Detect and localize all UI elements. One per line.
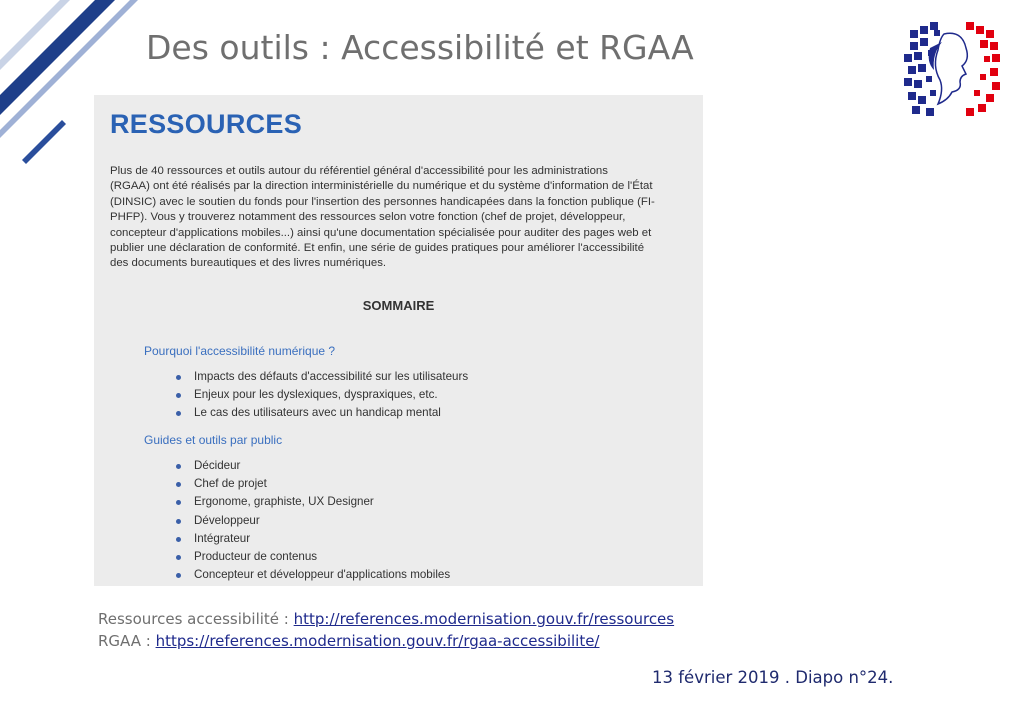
rgaa-link-line [98, 630, 674, 652]
resources-link-label: Ressources accessibilité : [98, 610, 294, 628]
list-item[interactable]: Le cas des utilisateurs avec un handicap mental [176, 404, 468, 422]
list-item[interactable]: Impacts des défauts d'accessibilité sur les utilisateurs [176, 368, 468, 386]
bullet-icon [176, 393, 181, 398]
rgaa-link[interactable]: https://references.modernisation.gouv.fr/rgaa-accessibilite/ [155, 632, 600, 650]
guides-by-audience-list [176, 457, 450, 584]
list-item[interactable]: Développeur [176, 512, 450, 530]
list-item[interactable]: Concepteur et développeur d'applications mobiles [176, 566, 450, 584]
resources-link-line [98, 608, 674, 630]
bullet-icon [176, 519, 181, 524]
list-item[interactable]: Enjeux pour les dyslexiques, dyspraxiques, etc. [176, 386, 468, 404]
bullet-icon [176, 482, 181, 487]
list-item[interactable]: Intégrateur [176, 530, 450, 548]
resources-heading: RESSOURCES [110, 109, 303, 139]
list-item[interactable]: Chef de projet [176, 475, 450, 493]
why-accessibility-list [176, 368, 468, 423]
marianne-logo-icon [904, 20, 1002, 118]
list-item[interactable]: Ergonome, graphiste, UX Designer [176, 493, 450, 511]
resources-intro-text: Plus de 40 ressources et outils autour du référentiel général d'accessibilité pour les administrations (RGAA) ont été réalisés par la direction interministérielle du numérique et du système d'information de l'État (DINSIC) avec le soutien du fonds pour l'insertion des personnes handicapées dans la fonction publique (FI- PHFP). Vous y trouverez notamment des ressources selon votre fonction (chef de projet, développeur, concepteur d'applications mobiles...) ainsi qu'une documentation spécialisée pour auditer des pages web et publier une déclaration de conformité. Et enfin, une série de guides pratiques pour améliorer l'accessibilité des documents bureautiques et des livres numériques. [110, 165, 655, 270]
section-title-guides-by-audience[interactable]: Guides et outils par public [144, 433, 283, 447]
summary-title: SOMMAIRE [362, 298, 435, 313]
resources-page-screenshot [94, 95, 703, 586]
slide-footer-date: 13 février 2019 . Diapo n°24. [652, 668, 894, 687]
list-item[interactable]: Producteur de contenus [176, 548, 450, 566]
list-item[interactable]: Décideur [176, 457, 450, 475]
bullet-icon [176, 464, 181, 469]
resources-link[interactable]: http://references.modernisation.gouv.fr/ressources [293, 610, 675, 628]
bullet-icon [176, 375, 181, 380]
bullet-icon [176, 573, 181, 578]
section-title-why-accessibility[interactable]: Pourquoi l'accessibilité numérique ? [144, 344, 336, 358]
bullet-icon [176, 555, 181, 560]
slide-title: Des outils : Accessibilité et RGAA [146, 28, 694, 67]
bullet-icon [176, 500, 181, 505]
reference-links [98, 608, 674, 652]
bullet-icon [176, 411, 181, 416]
bullet-icon [176, 537, 181, 542]
rgaa-link-label: RGAA : [98, 632, 156, 650]
